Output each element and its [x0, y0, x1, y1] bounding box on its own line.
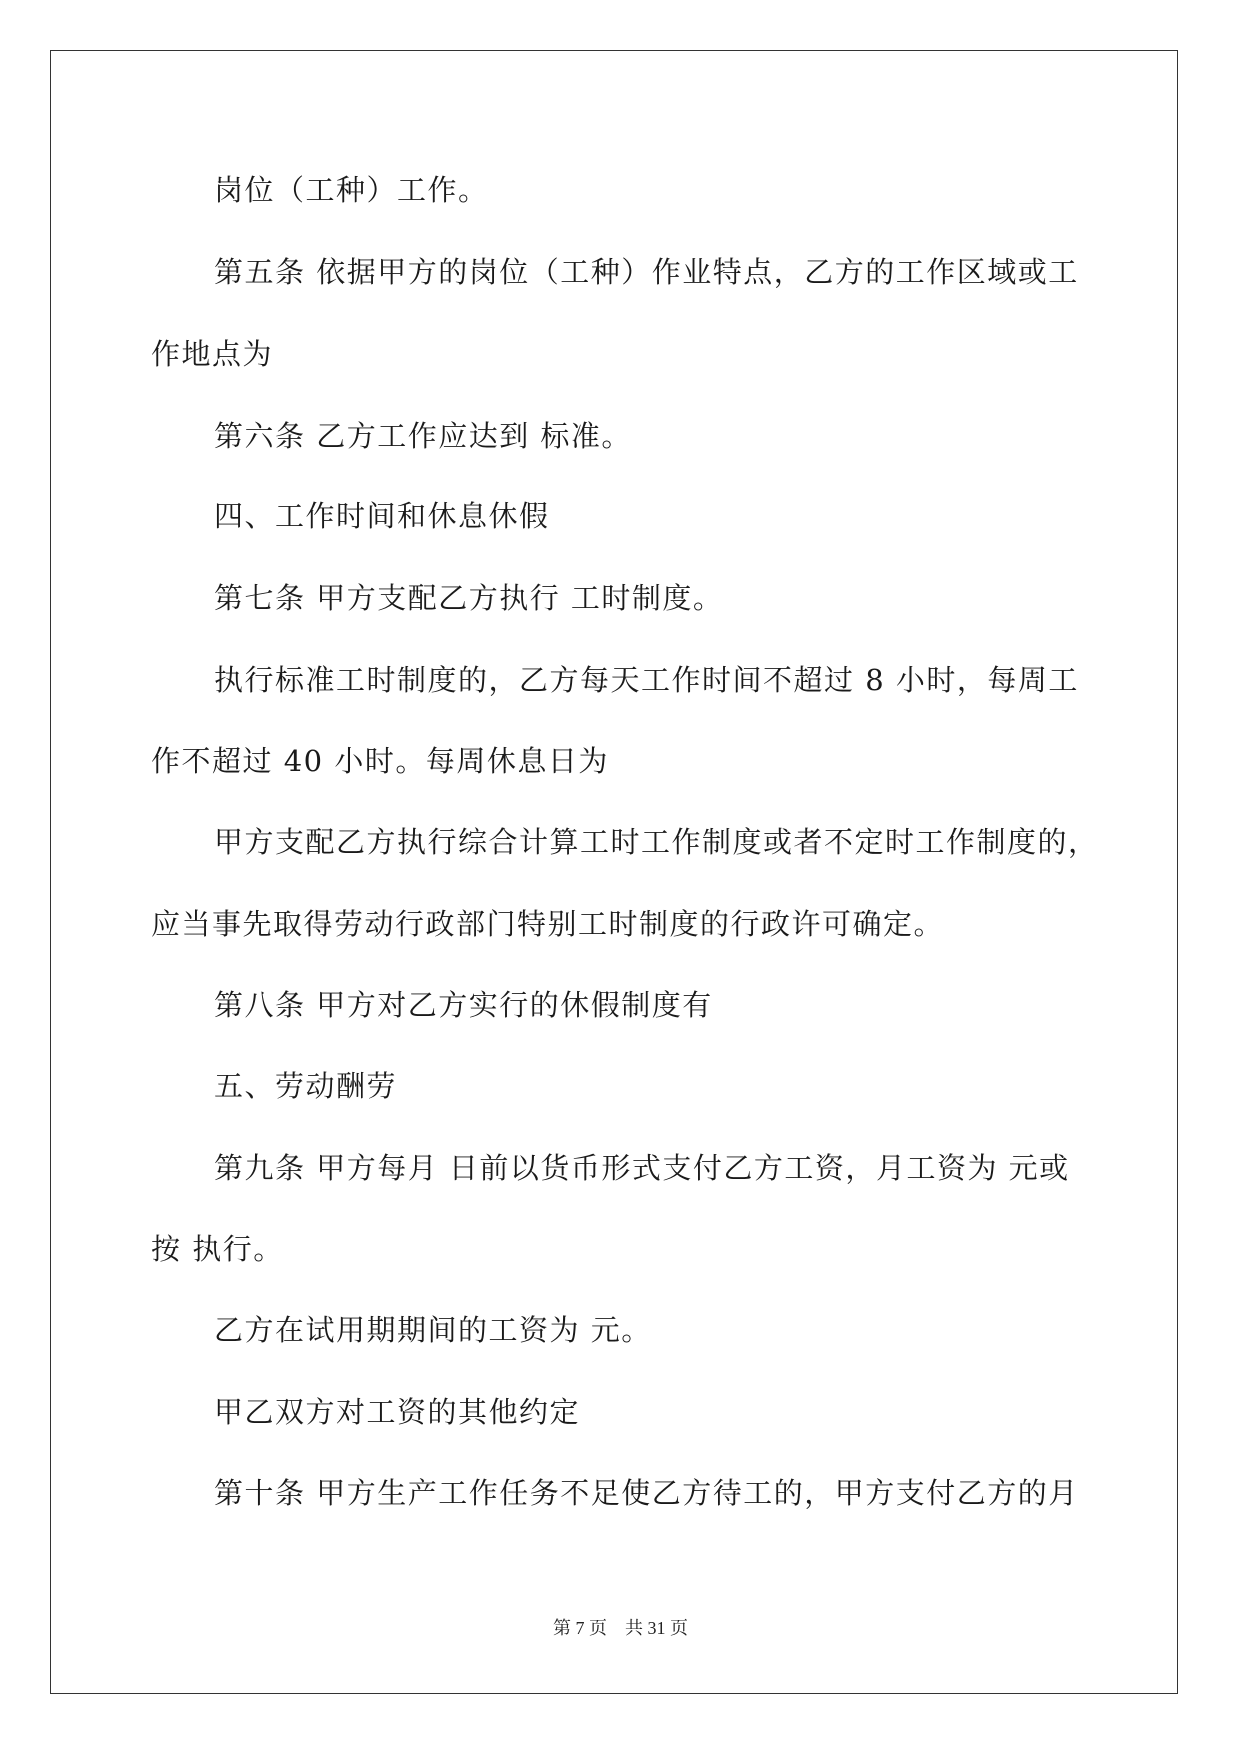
paragraph-line: 按 执行。	[151, 1232, 284, 1266]
paragraph-line: 第五条 依据甲方的岗位（工种）作业特点，乙方的工作区域或工	[214, 255, 1079, 289]
page-total: 共 31 页	[625, 1618, 688, 1638]
paragraph-line: 乙方在试用期期间的工资为 元。	[214, 1313, 652, 1347]
paragraph-line: 第八条 甲方对乙方实行的休假制度有	[214, 988, 713, 1022]
page-number: 第 7 页	[553, 1618, 607, 1638]
section-heading: 四、工作时间和休息休假	[214, 499, 550, 533]
page-footer	[0, 1614, 1241, 1640]
paragraph-line: 甲乙双方对工资的其他约定	[214, 1395, 581, 1429]
paragraph-line: 岗位（工种）工作。	[214, 173, 489, 207]
section-heading: 五、劳动酬劳	[214, 1069, 398, 1103]
paragraph-line: 作地点为	[151, 337, 274, 371]
paragraph-line: 第十条 甲方生产工作任务不足使乙方待工的，甲方支付乙方的月	[214, 1476, 1079, 1510]
page-border	[50, 50, 1178, 1694]
paragraph-line: 第六条 乙方工作应达到 标准。	[214, 419, 632, 453]
paragraph-line: 第九条 甲方每月 日前以货币形式支付乙方工资，月工资为 元或	[214, 1151, 1070, 1185]
paragraph-line: 应当事先取得劳动行政部门特别工时制度的行政许可确定。	[151, 907, 945, 941]
paragraph-line: 甲方支配乙方执行综合计算工时工作制度或者不定时工作制度的，	[214, 825, 1099, 859]
paragraph-line: 第七条 甲方支配乙方执行 工时制度。	[214, 581, 724, 615]
paragraph-line: 执行标准工时制度的，乙方每天工作时间不超过 8 小时，每周工	[214, 663, 1079, 697]
paragraph-line: 作不超过 40 小时。每周休息日为	[151, 744, 609, 778]
